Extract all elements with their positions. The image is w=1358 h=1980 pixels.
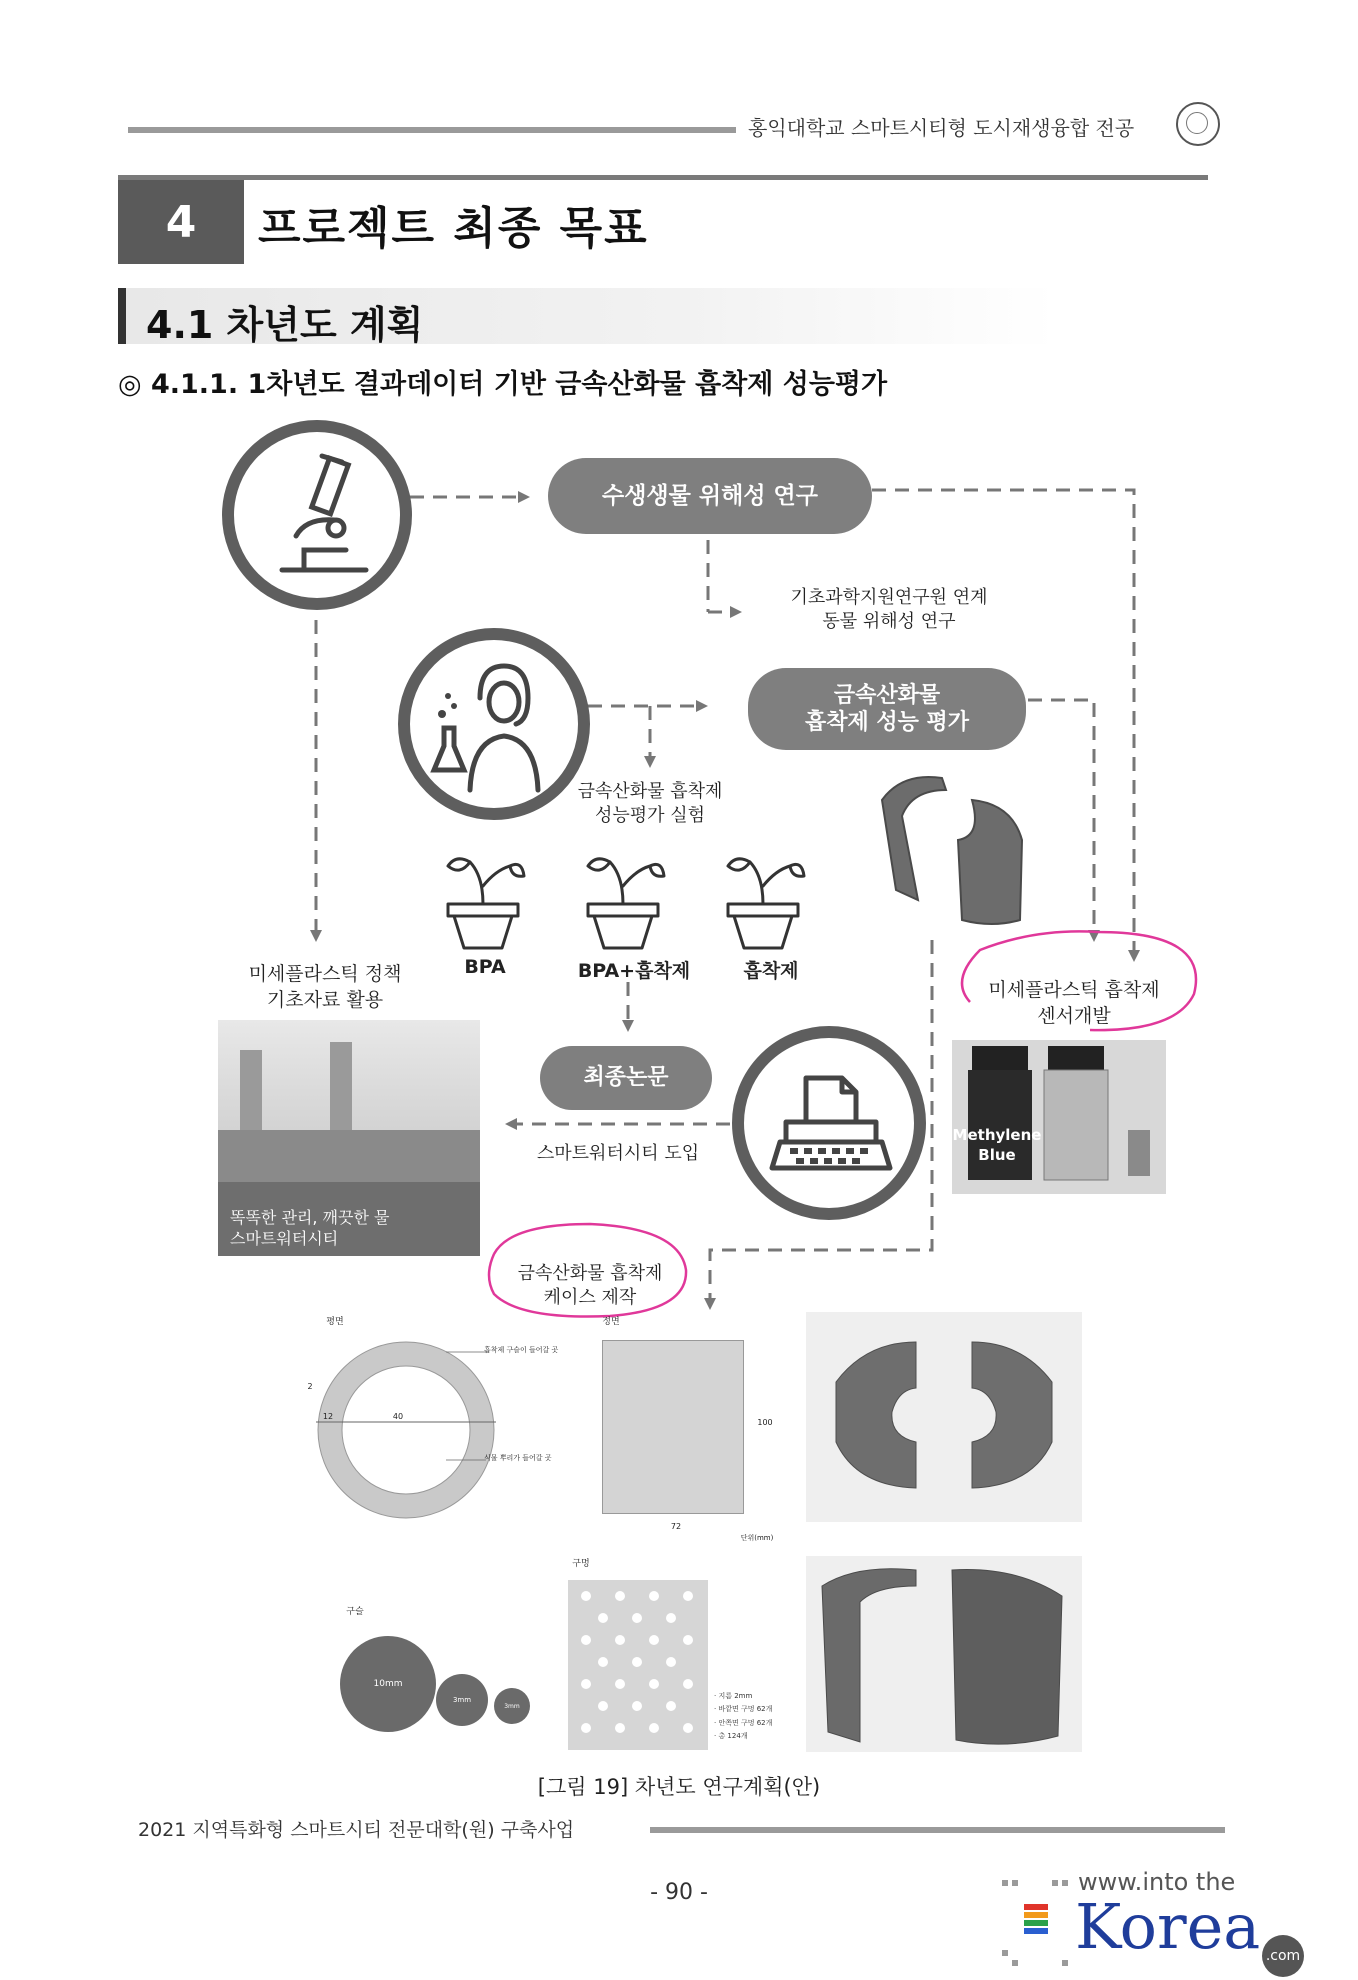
watermark-korea: Korea xyxy=(1075,1890,1261,1963)
policy-label-line-2: 기초자료 활용 xyxy=(266,988,384,1011)
adsorbent-eval-label-2: 흡착제 성능 평가 xyxy=(804,710,970,735)
section-title: 4.1 차년도 계획 xyxy=(146,303,424,347)
case-label-line-1: 금속산화물 흡착제 xyxy=(517,1263,663,1284)
bead-label: 구슬 xyxy=(346,1607,364,1617)
pot-label-bpa-adsorbent: BPA+흡착제 xyxy=(577,960,691,982)
dim-40-label: 40 xyxy=(392,1412,404,1421)
bead-small-label: 3mm xyxy=(504,1702,520,1710)
vial-text-line-2: Blue xyxy=(978,1145,1016,1164)
chapter-title: 프로젝트 최종 목표 xyxy=(258,203,649,254)
policy-label-line-1: 미세플라스틱 정책 xyxy=(248,963,402,985)
hole-label: 구멍 xyxy=(572,1559,590,1569)
watermark-small: www.into the xyxy=(1078,1868,1236,1896)
case-render-open xyxy=(806,1312,1082,1522)
dim-12-label: 12 xyxy=(322,1412,334,1421)
sensor-label-line-2: 센서개발 xyxy=(1037,1004,1111,1027)
footer-rule xyxy=(650,1827,1225,1833)
header-institution: 홍익대학교 스마트시티형 도시재생융합 전공 xyxy=(748,116,1135,140)
experiment-label-line-1: 금속산화물 흡착제 xyxy=(577,781,723,802)
plant-caption-line-2: 스마트워터시티 xyxy=(230,1228,339,1248)
hole-note-1: · 지름 2mm xyxy=(714,1692,753,1700)
case-halves-illustration xyxy=(806,1556,1082,1752)
elevation-view-label: 정면 xyxy=(602,1317,620,1327)
hole-note-3: · 안쪽면 구멍 62개 xyxy=(714,1718,773,1727)
hole-note-2: · 바깥면 구멍 62개 xyxy=(714,1705,773,1714)
adsorbent-eval-label-1: 금속산화물 xyxy=(833,682,941,708)
subsection-title: ◎ 4.1.1. 1차년도 결과데이터 기반 금속산화물 흡착제 성능평가 xyxy=(118,369,888,400)
hole-notes xyxy=(714,1690,772,1743)
experiment-label-line-2: 성능평가 실험 xyxy=(594,805,706,827)
case-label-line-2: 케이스 제작 xyxy=(543,1287,637,1309)
aquatic-risk-label: 수생생물 위해성 연구 xyxy=(602,482,818,509)
case-open-illustration xyxy=(806,1312,1082,1522)
smart-water-label: 스마트워터시티 도입 xyxy=(536,1143,700,1164)
bead-small xyxy=(494,1688,530,1724)
final-paper-label: 최종논문 xyxy=(583,1065,669,1091)
plan-view-label: 평면 xyxy=(326,1317,344,1327)
bead-medium-label: 3mm xyxy=(452,1696,472,1704)
bead-large-label: 10mm xyxy=(373,1679,403,1689)
hole-pattern-drawing xyxy=(568,1580,708,1750)
dim-72-label: 72 xyxy=(670,1522,682,1531)
page-number: - 90 - xyxy=(650,1880,708,1905)
watermark-grid-icon xyxy=(1002,1880,1072,1970)
elevation-view-drawing xyxy=(602,1340,744,1514)
dim-100-label: 100 xyxy=(757,1418,773,1427)
plan-note-2: 식물 뿌리가 들어갈 곳 xyxy=(484,1454,552,1462)
vial-text-line-1: Methylene xyxy=(952,1126,1042,1144)
sensor-label-line-1: 미세플라스틱 흡착제 xyxy=(988,979,1160,1001)
pot-label-adsorbent: 흡착제 xyxy=(743,960,799,982)
plan-view-drawing xyxy=(306,1330,506,1530)
hole-note-4: · 총 124개 xyxy=(714,1731,748,1740)
footer-project: 2021 지역특화형 스마트시티 전문대학(원) 구축사업 xyxy=(138,1819,575,1841)
unit-label: 단위(mm) xyxy=(740,1534,774,1542)
bead-large xyxy=(340,1636,436,1732)
case-render-halves xyxy=(806,1556,1082,1752)
chapter-number: 4 xyxy=(118,180,244,264)
dim-2-label: 2 xyxy=(307,1382,313,1391)
figure-caption: [그림 19] 차년도 연구계획(안) xyxy=(537,1775,821,1799)
kbsi-label-line-2: 동물 위해성 연구 xyxy=(822,611,956,633)
bead-medium xyxy=(436,1674,488,1726)
pot-label-bpa: BPA xyxy=(464,956,506,978)
plan-note-1: 흡착제 구슬이 들어갈 곳 xyxy=(484,1346,559,1354)
plant-caption-line-1: 똑똑한 관리, 깨끗한 물 xyxy=(230,1208,390,1227)
watermark-com: .com xyxy=(1262,1935,1304,1977)
kbsi-label-line-1: 기초과학지원연구원 연계 xyxy=(790,587,988,608)
